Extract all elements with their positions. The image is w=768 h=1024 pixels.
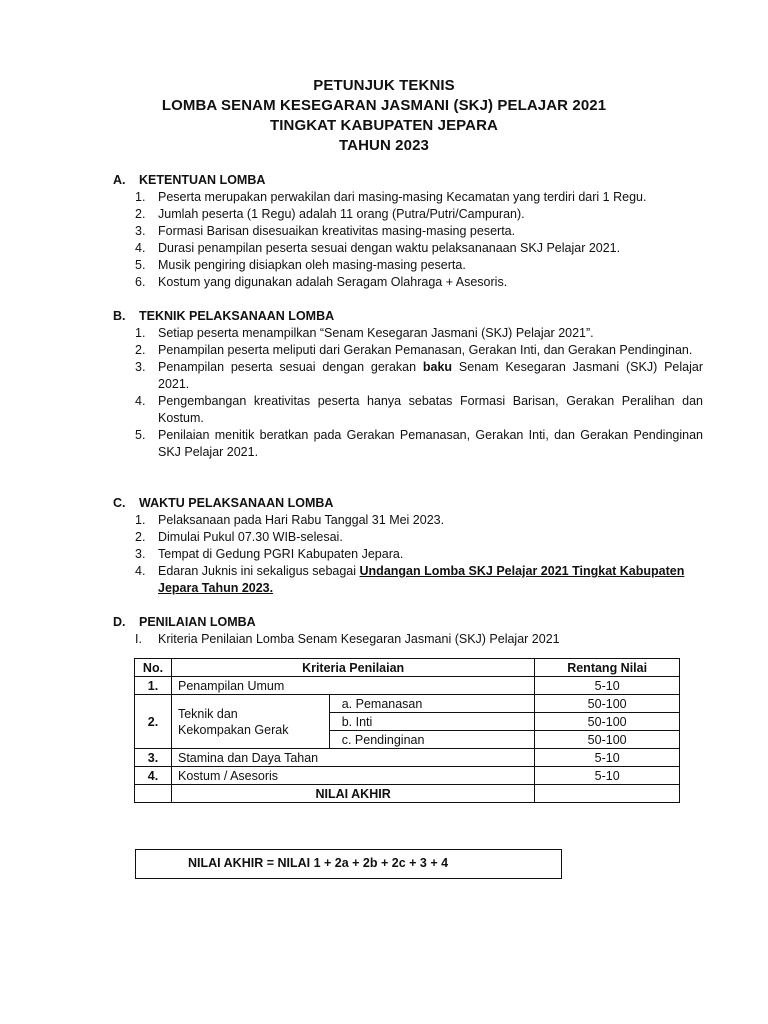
sub-criteria: b. Inti bbox=[329, 713, 535, 731]
item-number: 4. bbox=[135, 241, 146, 255]
section-list bbox=[113, 189, 703, 291]
section-title: PENILAIAN LOMBA bbox=[139, 615, 256, 629]
item-number: 2. bbox=[135, 207, 146, 221]
item-text: Formasi Barisan disesuaikan kreativitas masing-masing peserta. bbox=[158, 224, 516, 238]
item-text-pre: Edaran Juknis ini sekaligus sebagai bbox=[158, 564, 360, 578]
section-teknik-pelaksanaan bbox=[113, 308, 703, 461]
list-item bbox=[113, 546, 703, 563]
section-title: WAKTU PELAKSANAAN LOMBA bbox=[139, 496, 334, 510]
row-criteria-line: Kekompakan Gerak bbox=[177, 722, 289, 737]
item-text: Dimulai Pukul 07.30 WIB-selesai. bbox=[158, 530, 343, 544]
list-item bbox=[113, 206, 703, 223]
list-item bbox=[113, 223, 703, 240]
item-text: Penampilan peserta meliputi dari Gerakan Pemanasan, Gerakan Inti, dan Gerakan Pendinginan. bbox=[158, 343, 693, 357]
invitation-link-text: Undangan Lomba SKJ Pelajar 2021 Tingkat Kabupaten Jepara Tahun 2023. bbox=[158, 564, 685, 595]
row-range: 50-100 bbox=[535, 713, 680, 731]
list-item bbox=[113, 512, 703, 529]
item-text: Pelaksanaan pada Hari Rabu Tanggal 31 Mei 2023. bbox=[158, 513, 445, 527]
header-no: No. bbox=[135, 659, 172, 677]
criteria-table bbox=[134, 658, 680, 803]
table-row bbox=[135, 677, 680, 695]
sub-heading bbox=[113, 631, 703, 648]
final-no-empty bbox=[135, 785, 172, 803]
item-number: 1. bbox=[135, 326, 146, 340]
list-item bbox=[113, 342, 703, 359]
item-text: Pengembangan kreativitas peserta hanya sebatas Formasi Barisan, Gerakan Peralihan dan Kostum. bbox=[158, 394, 703, 425]
formula-text: NILAI AKHIR = NILAI 1 + 2a + 2b + 2c + 3 + 4 bbox=[188, 856, 449, 870]
item-number: 3. bbox=[135, 547, 146, 561]
item-number: 2. bbox=[135, 530, 146, 544]
section-penilaian-lomba bbox=[113, 614, 703, 648]
item-number: 5. bbox=[135, 428, 146, 442]
list-item bbox=[113, 563, 703, 597]
section-letter: A. bbox=[113, 173, 126, 187]
list-item bbox=[113, 529, 703, 546]
section-title: TEKNIK PELAKSANAAN LOMBA bbox=[139, 309, 335, 323]
list-item bbox=[113, 240, 703, 257]
section-letter: D. bbox=[113, 615, 126, 629]
row-range: 5-10 bbox=[535, 677, 680, 695]
list-item bbox=[113, 393, 703, 427]
row-range: 5-10 bbox=[535, 749, 680, 767]
item-text-post: Senam Kesegaran Jasmani (SKJ) Pelajar 2021. bbox=[158, 360, 704, 391]
section-heading bbox=[113, 172, 703, 189]
list-item bbox=[113, 325, 703, 342]
final-value-empty bbox=[535, 785, 680, 803]
item-number: 3. bbox=[135, 224, 146, 238]
header-range: Rentang Nilai bbox=[535, 659, 680, 677]
item-text: Peserta merupakan perwakilan dari masing-masing Kecamatan yang terdiri dari 1 Regu. bbox=[158, 190, 647, 204]
sub-text: Kriteria Penilaian Lomba Senam Kesegaran Jasmani (SKJ) Pelajar 2021 bbox=[158, 632, 560, 646]
title-line-3: TINGKAT KABUPATEN JEPARA bbox=[270, 117, 498, 134]
item-text bbox=[158, 359, 703, 393]
item-text: Jumlah peserta (1 Regu) adalah 11 orang (Putra/Putri/Campuran). bbox=[158, 207, 525, 221]
row-range: 50-100 bbox=[535, 731, 680, 749]
section-heading bbox=[113, 495, 703, 512]
item-text-pre: Penampilan peserta sesuai dengan gerakan bbox=[158, 360, 423, 374]
item-text-bold: baku bbox=[422, 360, 453, 374]
sub-criteria: a. Pemanasan bbox=[329, 695, 535, 713]
list-item bbox=[113, 427, 703, 461]
title-line-1: PETUNJUK TEKNIS bbox=[313, 77, 455, 94]
row-no: 1. bbox=[135, 677, 172, 695]
row-criteria: Stamina dan Daya Tahan bbox=[171, 749, 534, 767]
row-no: 3. bbox=[135, 749, 172, 767]
item-text: Durasi penampilan peserta sesuai dengan waktu pelaksananaan SKJ Pelajar 2021. bbox=[158, 241, 621, 255]
sub-criteria: c. Pendinginan bbox=[329, 731, 535, 749]
item-number: 4. bbox=[135, 394, 146, 408]
section-title: KETENTUAN LOMBA bbox=[139, 173, 266, 187]
item-text: Tempat di Gedung PGRI Kabupaten Jepara. bbox=[158, 547, 404, 561]
table-row bbox=[135, 767, 680, 785]
title-line-4: TAHUN 2023 bbox=[339, 137, 429, 154]
item-text: Musik pengiring disiapkan oleh masing-masing peserta. bbox=[158, 258, 466, 272]
item-number: 1. bbox=[135, 513, 146, 527]
table-row bbox=[135, 695, 680, 713]
document-title bbox=[0, 76, 768, 156]
section-list bbox=[113, 325, 703, 461]
item-number: 3. bbox=[135, 360, 146, 374]
header-criteria: Kriteria Penilaian bbox=[171, 659, 534, 677]
sub-number: I. bbox=[135, 632, 142, 646]
section-heading bbox=[113, 308, 703, 325]
table-row bbox=[135, 749, 680, 767]
row-range: 50-100 bbox=[535, 695, 680, 713]
formula-box bbox=[135, 849, 562, 879]
row-criteria bbox=[171, 695, 329, 749]
table-header-row bbox=[135, 659, 680, 677]
table-final-row bbox=[135, 785, 680, 803]
list-item bbox=[113, 257, 703, 274]
item-number: 5. bbox=[135, 258, 146, 272]
list-item bbox=[113, 359, 703, 393]
list-item bbox=[113, 189, 703, 206]
item-number: 6. bbox=[135, 275, 146, 289]
item-text: Kostum yang digunakan adalah Seragam Olahraga + Asesoris. bbox=[158, 275, 508, 289]
row-no: 4. bbox=[135, 767, 172, 785]
item-text bbox=[158, 563, 703, 597]
row-criteria: Penampilan Umum bbox=[171, 677, 534, 695]
item-number: 1. bbox=[135, 190, 146, 204]
row-criteria: Kostum / Asesoris bbox=[171, 767, 534, 785]
section-letter: C. bbox=[113, 496, 126, 510]
list-item bbox=[113, 274, 703, 291]
item-number: 4. bbox=[135, 564, 146, 578]
final-label: NILAI AKHIR bbox=[171, 785, 534, 803]
item-number: 2. bbox=[135, 343, 146, 357]
section-ketentuan-lomba bbox=[113, 172, 703, 291]
row-criteria-line: Teknik dan bbox=[177, 706, 238, 721]
item-text: Penilaian menitik beratkan pada Gerakan Pemanasan, Gerakan Inti, dan Gerakan Pendinginan SKJ Pelajar 2021. bbox=[158, 428, 703, 459]
section-waktu-pelaksanaan bbox=[113, 495, 703, 597]
row-range: 5-10 bbox=[535, 767, 680, 785]
section-list bbox=[113, 512, 703, 597]
item-text: Setiap peserta menampilkan “Senam Kesegaran Jasmani (SKJ) Pelajar 2021”. bbox=[158, 326, 594, 340]
row-no: 2. bbox=[135, 695, 172, 749]
title-line-2: LOMBA SENAM KESEGARAN JASMANI (SKJ) PELAJAR 2021 bbox=[161, 97, 607, 114]
section-heading bbox=[113, 614, 703, 631]
section-letter: B. bbox=[113, 309, 126, 323]
